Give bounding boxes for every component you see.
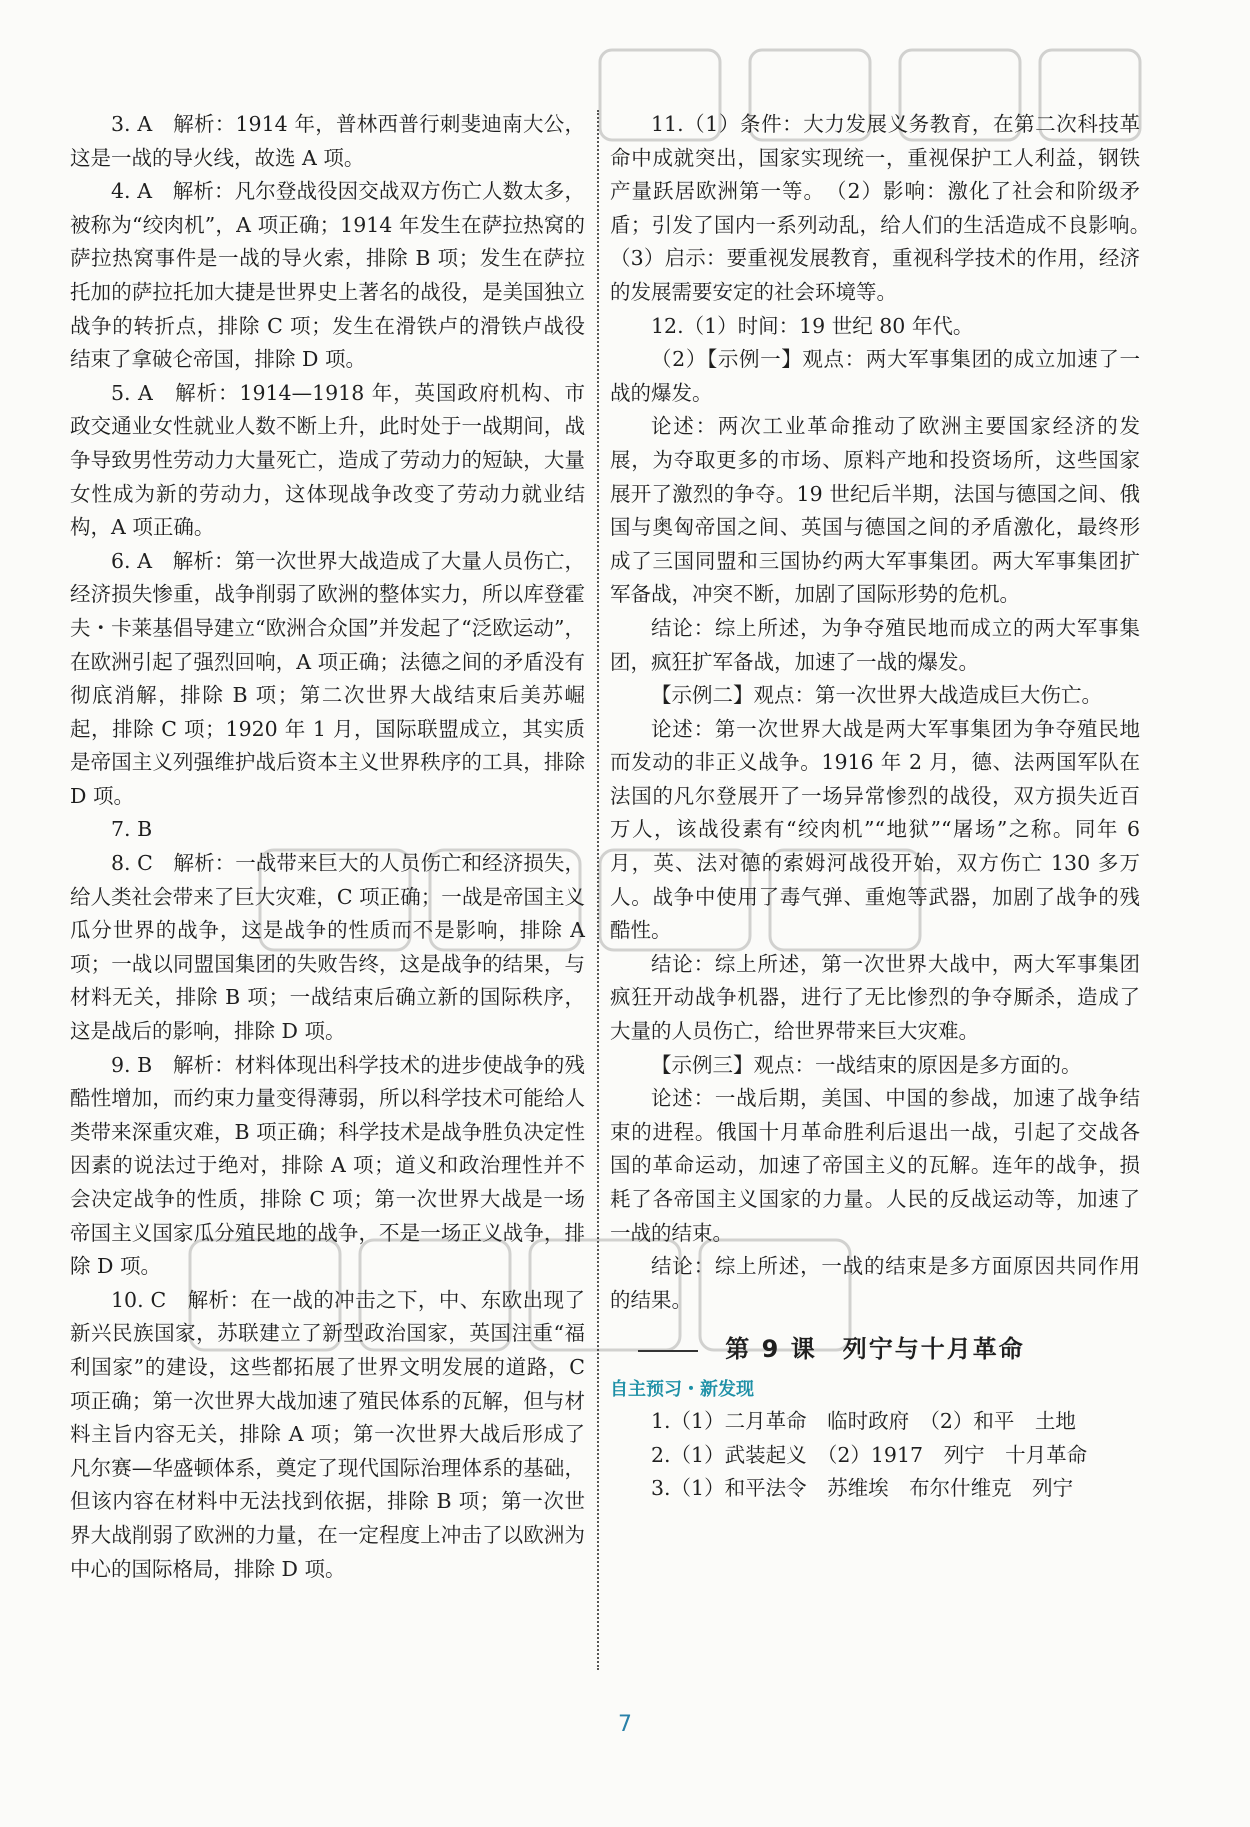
- page-number: 7: [618, 1712, 632, 1737]
- answer-12-part1: 12.（1）时间：19 世纪 80 年代。: [651, 313, 974, 338]
- example-1-viewpoint: （2）【示例一】观点：两大军事集团的成立加速了一战的爆发。: [610, 347, 1140, 405]
- preview-item-3: 3.（1）和平法令 苏维埃 布尔什维克 列宁: [651, 1476, 1074, 1501]
- column-divider: [597, 110, 599, 1670]
- right-column: [610, 108, 1161, 1506]
- answer-6: 6. A 解析：第一次世界大战造成了大量人员伤亡，经济损失惨重，战争削弱了欧洲的整体实力，所以库登霍夫・卡莱基倡导建立“欧洲合众国”并发起了“泛欧运动”，在欧洲引起了强烈回响，A 项正确；法德之间的矛盾没有彻底消解，排除 B 项；第二次世界大战结束后美苏崛起，排除 C 项；1920 年 1 月，国际联盟成立，其实质是帝国主义列强维护战后资本主义世界秩序的工具，排除 D 项。: [70, 548, 585, 808]
- example-1-conclusion: 结论：综上所述，为争夺殖民地而成立的两大军事集团，疯狂扩军备战，加速了一战的爆发。: [610, 615, 1140, 674]
- answer-11: 11.（1）条件：大力发展义务教育，在第二次科技革命中成就突出，国家实现统一，重视保护工人利益，钢铁产量跃居欧洲第一等。 （2）影响：激化了社会和阶级矛盾；引发了国内一系列动乱，给人们的生活造成不良影响。 （3）启示：要重视发展教育，重视科学技术的作用，经济的发展需要安定的社会环境等。: [610, 112, 1161, 304]
- answer-9: 9. B 解析：材料体现出科学技术的进步使战争的残酷性增加，而约束力量变得薄弱，所以科学技术可能给人类带来深重灾难，B 项正确；科学技术是战争胜负决定性因素的说法过于绝对，排除 A 项；道义和政治理性并不会决定战争的性质，排除 C 项；第一次世界大战是一场帝国主义国家瓜分殖民地的战争，不是一场正义战争，排除 D 项。: [70, 1052, 585, 1279]
- example-2-conclusion: 结论：综上所述，第一次世界大战中，两大军事集团疯狂开动战争机器，进行了无比惨烈的争夺厮杀，造成了大量的人员伤亡，给世界带来巨大灾难。: [610, 951, 1140, 1044]
- preview-item-2: 2.（1）武装起义 （2）1917 列宁 十月革命: [651, 1442, 1088, 1467]
- example-1-argument: 论述：两次工业革命推动了欧洲主要国家经济的发展，为夺取更多的市场、原料产地和投资场所，这些国家展开了激烈的争夺。19 世纪后半期，法国与德国之间、俄国与奥匈帝国之间、英国与德国之间的矛盾激化，最终形成了三国同盟和三国协约两大军事集团。两大军事集团扩军备战，冲突不断，加剧了国际形势的危机。: [610, 414, 1140, 607]
- left-column: [70, 108, 585, 1586]
- preview-item-1: 1.（1）二月革命 临时政府 （2）和平 土地: [651, 1408, 1076, 1433]
- answer-4: 4. A 解析：凡尔登战役因交战双方伤亡人数太多，被称为“绞肉机”，A 项正确；1914 年发生在萨拉热窝的萨拉热窝事件是一战的导火索，排除 B 项；发生在萨拉托加的萨拉托加大捷是世界史上著名的战役，是美国独立战争的转折点，排除 C 项；发生在滑铁卢的滑铁卢战役结束了拿破仑帝国，排除 D 项。: [70, 179, 585, 372]
- example-2-viewpoint: 【示例二】观点：第一次世界大战造成巨大伤亡。: [651, 683, 1102, 708]
- answer-8: 8. C 解析：一战带来巨大的人员伤亡和经济损失，给人类社会带来了巨大灾难，C 项正确；一战是帝国主义瓜分世界的战争，这是战争的性质而不是影响，排除 A 项；一战以同盟国集团的失败告终，这是战争的结果，与材料无关，排除 B 项；一战结束后确立新的国际秩序，这是战后的影响，排除 D 项。: [70, 851, 585, 1044]
- answer-5: 5. A 解析：1914—1918 年，英国政府机构、市政交通业女性就业人数不断上升，此时处于一战期间，战争导致男性劳动力大量死亡，造成了劳动力的短缺，大量女性成为新的劳动力，这体现战争改变了劳动力就业结构，A 项正确。: [70, 380, 585, 540]
- answer-3: 3. A 解析：1914 年，普林西普行刺斐迪南大公，这是一战的导火线，故选 A 项。: [70, 112, 585, 170]
- answer-7: 7. B: [111, 817, 153, 842]
- example-3-argument: 论述：一战后期，美国、中国的参战，加速了战争结束的进程。俄国十月革命胜利后退出一战，引起了交战各国的革命运动，加速了帝国主义的瓦解。连年的战争，损耗了各帝国主义国家的力量。人民的反战运动等，加速了一战的结束。: [610, 1086, 1140, 1245]
- example-3-viewpoint: 【示例三】观点：一战结束的原因是多方面的。: [651, 1052, 1082, 1077]
- answer-10: 10. C 解析：在一战的冲击之下，中、东欧出现了新兴民族国家，苏联建立了新型政治国家，英国注重“福利国家”的建设，这些都拓展了世界文明发展的道路，C 项正确；第一次世界大战加速了殖民体系的瓦解，但与材料主旨内容无关，排除 A 项；第一次世界大战后形成了凡尔赛—华盛顿体系，奠定了现代国际治理体系的基础，但该内容在材料中无法找到依据，排除 B 项；第一次世界大战削弱了欧洲的力量，在一定程度上冲击了以欧洲为中心的国际格局，排除 D 项。: [70, 1287, 585, 1581]
- example-3-conclusion: 结论：综上所述，一战的结束是多方面原因共同作用的结果。: [610, 1254, 1140, 1312]
- section-title: 自主预习・新发现: [610, 1378, 754, 1400]
- example-2-argument: 论述：第一次世界大战是两大军事集团为争夺殖民地而发动的非正义战争。1916 年 2 月，德、法两国军队在法国的凡尔登展开了一场异常惨烈的战役，双方损失近百万人，该战役素有“绞肉机”“地狱”“屠场”之称。同年 6 月，英、法对德的索姆河战役开始，双方伤亡 130 多万人。战争中使用了毒气弹、重炮等武器，加剧了战争的残酷性。: [610, 716, 1140, 943]
- lesson-title: 第 9 课 列宁与十月革命: [610, 1333, 1140, 1367]
